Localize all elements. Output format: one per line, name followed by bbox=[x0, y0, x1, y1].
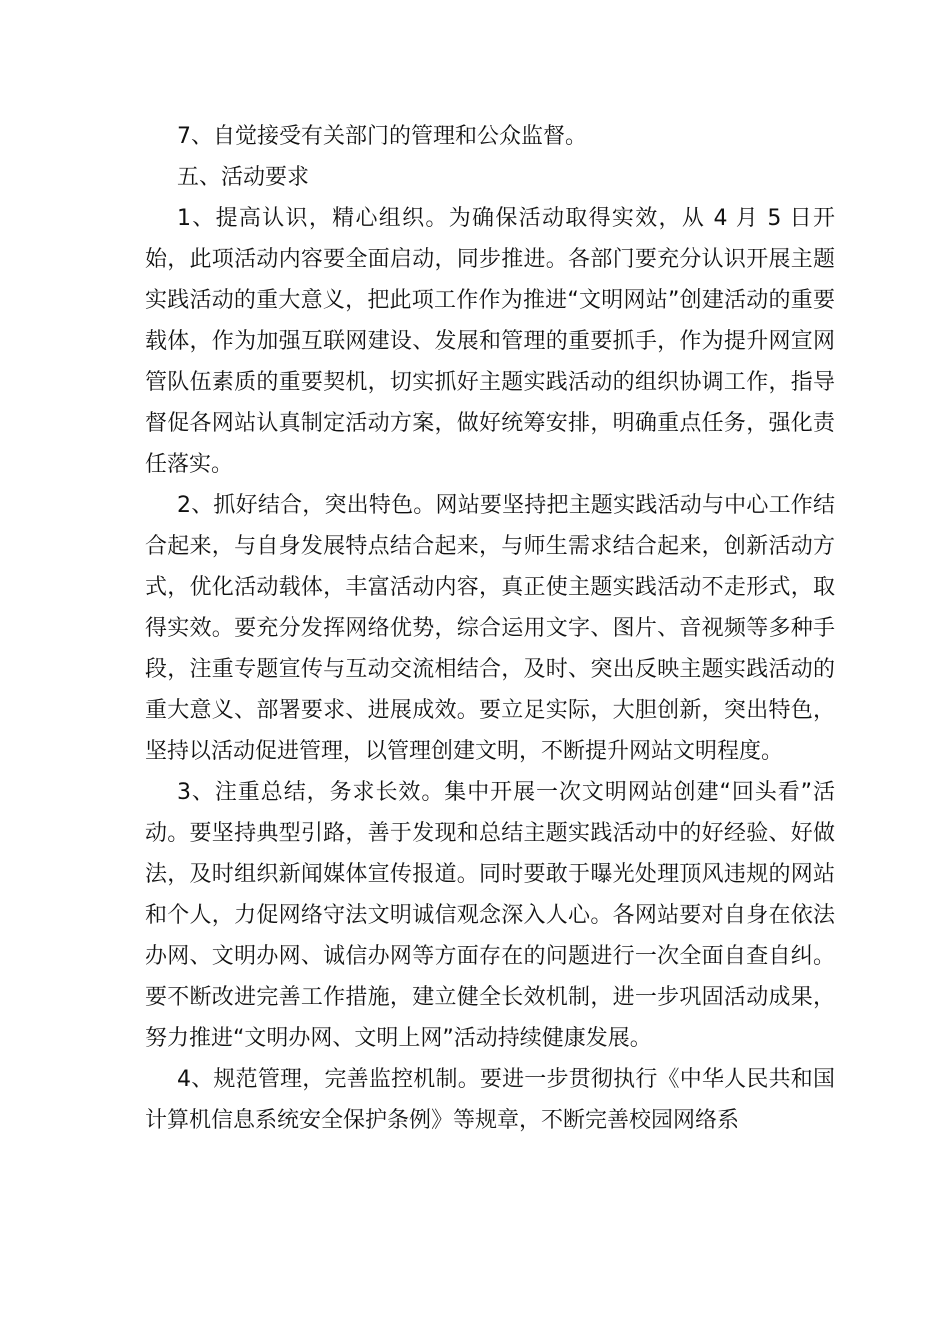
paragraph-requirement-3: 3、注重总结，务求长效。集中开展一次文明网站创建“回头看”活动。要坚持典型引路，善于发现和总结主题实践活动中的好经验、好做法，及时组织新闻媒体宣传报道。同时要敢于曝光处理顶风违规的网站和个人，力促网络守法文明诚信观念深入人心。各网站要对自身在依法办网、文明办网、诚信办网等方面存在的问题进行一次全面自查自纠。要不断改进完善工作措施，建立健全长效机制，进一步巩固活动成果，努力推进“文明办网、文明上网”活动持续健康发展。 bbox=[145, 780, 835, 1051]
paragraph-item-7: 7、自觉接受有关部门的管理和公众监督。 bbox=[177, 124, 587, 149]
document-body bbox=[145, 116, 835, 1141]
paragraph-requirement-1: 1、提高认识，精心组织。为确保活动取得实效，从 4 月 5 日开始，此项活动内容要全面启动，同步推进。各部门要充分认识开展主题实践活动的重大意义，把此项工作作为推进“文明网站”创建活动的重要载体，作为加强互联网建设、发展和管理的重要抓手，作为提升网宣网管队伍素质的重要契机，切实抓好主题实践活动的组织协调工作，指导督促各网站认真制定活动方案，做好统筹安排，明确重点任务，强化责任落实。 bbox=[145, 206, 835, 477]
section-heading-activity-requirements: 五、活动要求 bbox=[177, 165, 310, 190]
paragraph-requirement-4: 4、规范管理，完善监控机制。要进一步贯彻执行《中华人民共和国计算机信息系统安全保护条例》等规章，不断完善校园网络系 bbox=[145, 1067, 835, 1133]
paragraph-requirement-2: 2、抓好结合，突出特色。网站要坚持把主题实践活动与中心工作结合起来，与自身发展特点结合起来，与师生需求结合起来，创新活动方式，优化活动载体，丰富活动内容，真正使主题实践活动不走形式，取得实效。要充分发挥网络优势，综合运用文字、图片、音视频等多种手段，注重专题宣传与互动交流相结合，及时、突出反映主题实践活动的重大意义、部署要求、进展成效。要立足实际，大胆创新，突出特色，坚持以活动促进管理，以管理创建文明，不断提升网站文明程度。 bbox=[145, 493, 835, 764]
